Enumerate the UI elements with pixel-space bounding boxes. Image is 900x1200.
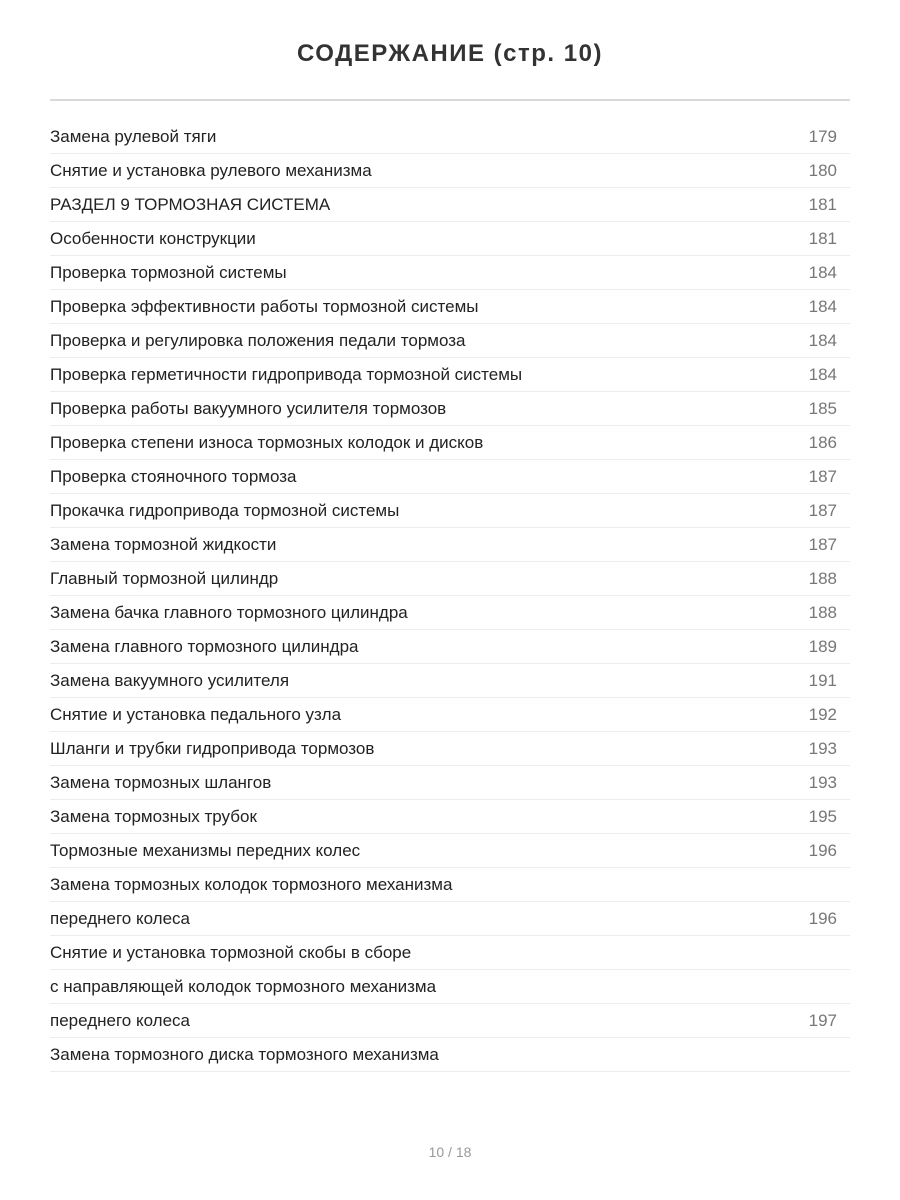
title-divider — [50, 99, 850, 101]
toc-entry[interactable] — [50, 732, 850, 766]
toc-entry-title: Проверка степени износа тормозных колодок и дисков — [50, 433, 484, 452]
toc-entry-title: Замена тормозных шлангов — [50, 773, 272, 792]
table-of-contents — [50, 120, 850, 1072]
toc-entry-title: Снятие и установка рулевого механизма — [50, 161, 372, 180]
toc-entry-page-number: 179 — [808, 127, 837, 146]
toc-entry-title: Снятие и установка тормозной скобы в сборе — [50, 943, 412, 962]
toc-entry-page-number: 192 — [808, 705, 837, 724]
toc-entry-page-number: 181 — [808, 195, 837, 214]
page-title: СОДЕРЖАНИЕ (стр. 10) — [297, 40, 603, 67]
toc-entry[interactable] — [50, 596, 850, 630]
toc-entry-title: Замена тормозного диска тормозного механизма — [50, 1045, 439, 1064]
toc-entry-page-number: 185 — [808, 399, 837, 418]
toc-entry-title: Проверка эффективности работы тормозной системы — [50, 297, 479, 316]
toc-entry-title: переднего колеса — [50, 1011, 191, 1030]
toc-entry-title: Замена тормозной жидкости — [50, 535, 277, 554]
toc-entry-title: Тормозные механизмы передних колес — [50, 841, 361, 860]
toc-entry-page-number: 197 — [808, 1011, 837, 1030]
page-indicator: 10 / 18 — [428, 1144, 472, 1160]
toc-entry[interactable] — [50, 800, 850, 834]
toc-entry-page-number: 187 — [808, 535, 837, 554]
toc-entry-page-number: 184 — [808, 365, 837, 384]
toc-entry-page-number: 187 — [808, 467, 837, 486]
toc-entry[interactable] — [50, 970, 850, 1004]
toc-entry-page-number: 187 — [808, 501, 837, 520]
toc-entry-page-number: 188 — [808, 569, 837, 588]
toc-entry-title: Главный тормозной цилиндр — [50, 569, 279, 588]
toc-entry[interactable] — [50, 902, 850, 936]
toc-entry[interactable] — [50, 460, 850, 494]
toc-entry[interactable] — [50, 494, 850, 528]
toc-entry-page-number: 184 — [808, 331, 837, 350]
toc-entry-page-number: 189 — [808, 637, 837, 656]
toc-entry-title: переднего колеса — [50, 909, 191, 928]
toc-entry-title: Проверка герметичности гидропривода тормозной системы — [50, 365, 523, 384]
toc-entry-page-number: 184 — [808, 297, 837, 316]
toc-entry[interactable] — [50, 188, 850, 222]
toc-entry-title: РАЗДЕЛ 9 ТОРМОЗНАЯ СИСТЕМА — [50, 195, 331, 214]
toc-entry-title: Замена бачка главного тормозного цилиндра — [50, 603, 408, 622]
toc-entry[interactable] — [50, 834, 850, 868]
toc-entry[interactable] — [50, 290, 850, 324]
toc-entry[interactable] — [50, 426, 850, 460]
toc-entry-title: Особенности конструкции — [50, 229, 256, 248]
toc-entry[interactable] — [50, 562, 850, 596]
toc-entry-page-number: 180 — [808, 161, 837, 180]
toc-entry-page-number: 196 — [808, 909, 837, 928]
toc-entry[interactable] — [50, 358, 850, 392]
toc-entry[interactable] — [50, 528, 850, 562]
toc-entry-page-number: 196 — [808, 841, 837, 860]
toc-entry-title: Прокачка гидропривода тормозной системы — [50, 501, 400, 520]
toc-entry-title: Снятие и установка педального узла — [50, 705, 342, 724]
toc-entry-page-number: 188 — [808, 603, 837, 622]
toc-entry-page-number: 184 — [808, 263, 837, 282]
toc-entry[interactable] — [50, 324, 850, 358]
toc-entry[interactable] — [50, 630, 850, 664]
toc-entry[interactable] — [50, 1004, 850, 1038]
toc-entry[interactable] — [50, 868, 850, 902]
toc-entry-title: Шланги и трубки гидропривода тормозов — [50, 739, 375, 758]
toc-entry[interactable] — [50, 392, 850, 426]
toc-entry[interactable] — [50, 154, 850, 188]
toc-entry-title: с направляющей колодок тормозного механизма — [50, 977, 437, 996]
toc-entry-title: Проверка работы вакуумного усилителя тормозов — [50, 399, 447, 418]
toc-entry-page-number: 181 — [808, 229, 837, 248]
toc-entry-page-number: 193 — [808, 739, 837, 758]
toc-entry-title: Замена тормозных колодок тормозного механизма — [50, 875, 453, 894]
toc-entry-title: Проверка стояночного тормоза — [50, 467, 297, 486]
toc-entry-title: Проверка и регулировка положения педали тормоза — [50, 331, 466, 350]
toc-entry-title: Замена тормозных трубок — [50, 807, 257, 826]
toc-entry[interactable] — [50, 766, 850, 800]
toc-entry-page-number: 193 — [808, 773, 837, 792]
toc-entry[interactable] — [50, 1038, 850, 1072]
toc-entry[interactable] — [50, 664, 850, 698]
toc-entry-title: Замена главного тормозного цилиндра — [50, 637, 359, 656]
toc-entry-page-number: 186 — [808, 433, 837, 452]
toc-entry-title: Замена вакуумного усилителя — [50, 671, 290, 690]
toc-entry[interactable] — [50, 936, 850, 970]
toc-entry-page-number: 195 — [808, 807, 837, 826]
toc-entry[interactable] — [50, 120, 850, 154]
toc-entry-page-number: 191 — [808, 671, 837, 690]
toc-entry[interactable] — [50, 222, 850, 256]
toc-entry-title: Замена рулевой тяги — [50, 127, 217, 146]
toc-entry-title: Проверка тормозной системы — [50, 263, 287, 282]
toc-entry[interactable] — [50, 256, 850, 290]
toc-entry[interactable] — [50, 698, 850, 732]
